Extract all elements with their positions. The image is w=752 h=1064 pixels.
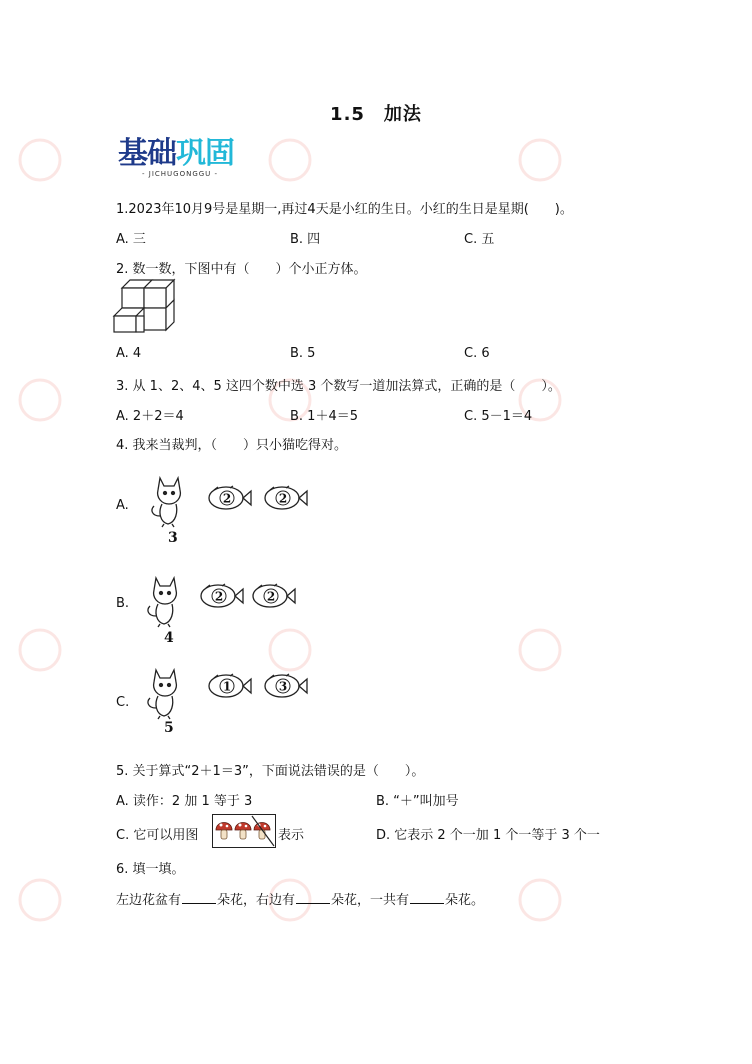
mushroom-picture	[212, 814, 276, 848]
q4-stem: 4. 我来当裁判，（ ）只小猫吃得对。	[116, 438, 348, 453]
q4-item-c-cat-number: 5	[164, 720, 174, 736]
q3-stem: 3. 从 1、2、4、5 这四个数中选 3 个数写一道加法算式，正确的是（ ）。	[116, 379, 561, 394]
q6-blank-2[interactable]	[296, 891, 330, 904]
q5-option-d: D. 它表示 2 个一加 1 个一等于 3 个一	[376, 828, 600, 843]
q1-stem: 1.2023年10月9号是星期一,再过4天是小红的生日。小红的生日是星期( )。	[116, 202, 573, 217]
q5-option-c-prefix: C. 它可以用图	[116, 828, 199, 843]
logo-subtitle: - JICHUGONGGU -	[142, 170, 219, 178]
q4-item-a-letter: A.	[116, 498, 129, 513]
q5-option-b: B. “＋”叫加号	[376, 794, 459, 809]
q4-item-a-cat-number: 3	[168, 530, 178, 546]
q2-stem: 2. 数一数，下图中有（ ）个小正方体。	[116, 262, 367, 277]
q2-option-c: C. 6	[464, 346, 490, 361]
q6-part-1: 左边花盆有	[116, 893, 182, 908]
logo-text-b: 巩固	[176, 136, 234, 171]
q6-stem: 6. 填一填。	[116, 862, 185, 877]
page-title: 1.5 加法	[330, 104, 422, 125]
q1-option-a: A. 三	[116, 232, 146, 247]
q3-option-b: B. 1＋4＝5	[290, 409, 358, 424]
cat-icon	[142, 664, 188, 720]
q5-stem: 5. 关于算式“2＋1＝3”，下面说法错误的是（ ）。	[116, 764, 425, 779]
q3-option-c: C. 5－1＝4	[464, 409, 533, 424]
fish-icon	[262, 672, 308, 700]
cat-icon	[146, 472, 192, 528]
fish-number: 3	[278, 679, 288, 694]
q1-option-c: C. 五	[464, 232, 495, 247]
fish-number: 1	[222, 679, 232, 694]
q1-option-b: B. 四	[290, 232, 321, 247]
q6-part-2: 朵花，右边有	[217, 893, 296, 908]
cat-icon	[142, 572, 188, 628]
q5-option-a: A. 读作：2 加 1 等于 3	[116, 794, 253, 809]
fish-number: 2	[266, 589, 276, 604]
logo-text-a: 基础	[118, 136, 176, 171]
q4-item-b-letter: B.	[116, 596, 130, 611]
q2-option-b: B. 5	[290, 346, 316, 361]
cubes-figure	[112, 278, 178, 334]
q2-option-a: A. 4	[116, 346, 142, 361]
fish-number: 2	[278, 491, 288, 506]
q5-option-c-suffix: 表示	[278, 828, 305, 843]
q6-part-3: 朵花，一共有	[331, 893, 410, 908]
q6-blank-3[interactable]	[410, 891, 444, 904]
section-logo	[118, 138, 250, 182]
fish-number: 2	[222, 491, 232, 506]
fish-number: 2	[214, 589, 224, 604]
fish-icon	[250, 582, 296, 610]
q6-fill-line	[116, 889, 484, 908]
q4-item-b-cat-number: 4	[164, 630, 174, 646]
q6-part-4: 朵花。	[445, 893, 485, 908]
q6-blank-1[interactable]	[182, 891, 216, 904]
fish-icon	[262, 484, 308, 512]
q3-option-a: A. 2＋2＝4	[116, 409, 184, 424]
q4-item-c-letter: C.	[116, 695, 130, 710]
fish-icon	[206, 484, 252, 512]
fish-icon	[206, 672, 252, 700]
fish-icon	[198, 582, 244, 610]
